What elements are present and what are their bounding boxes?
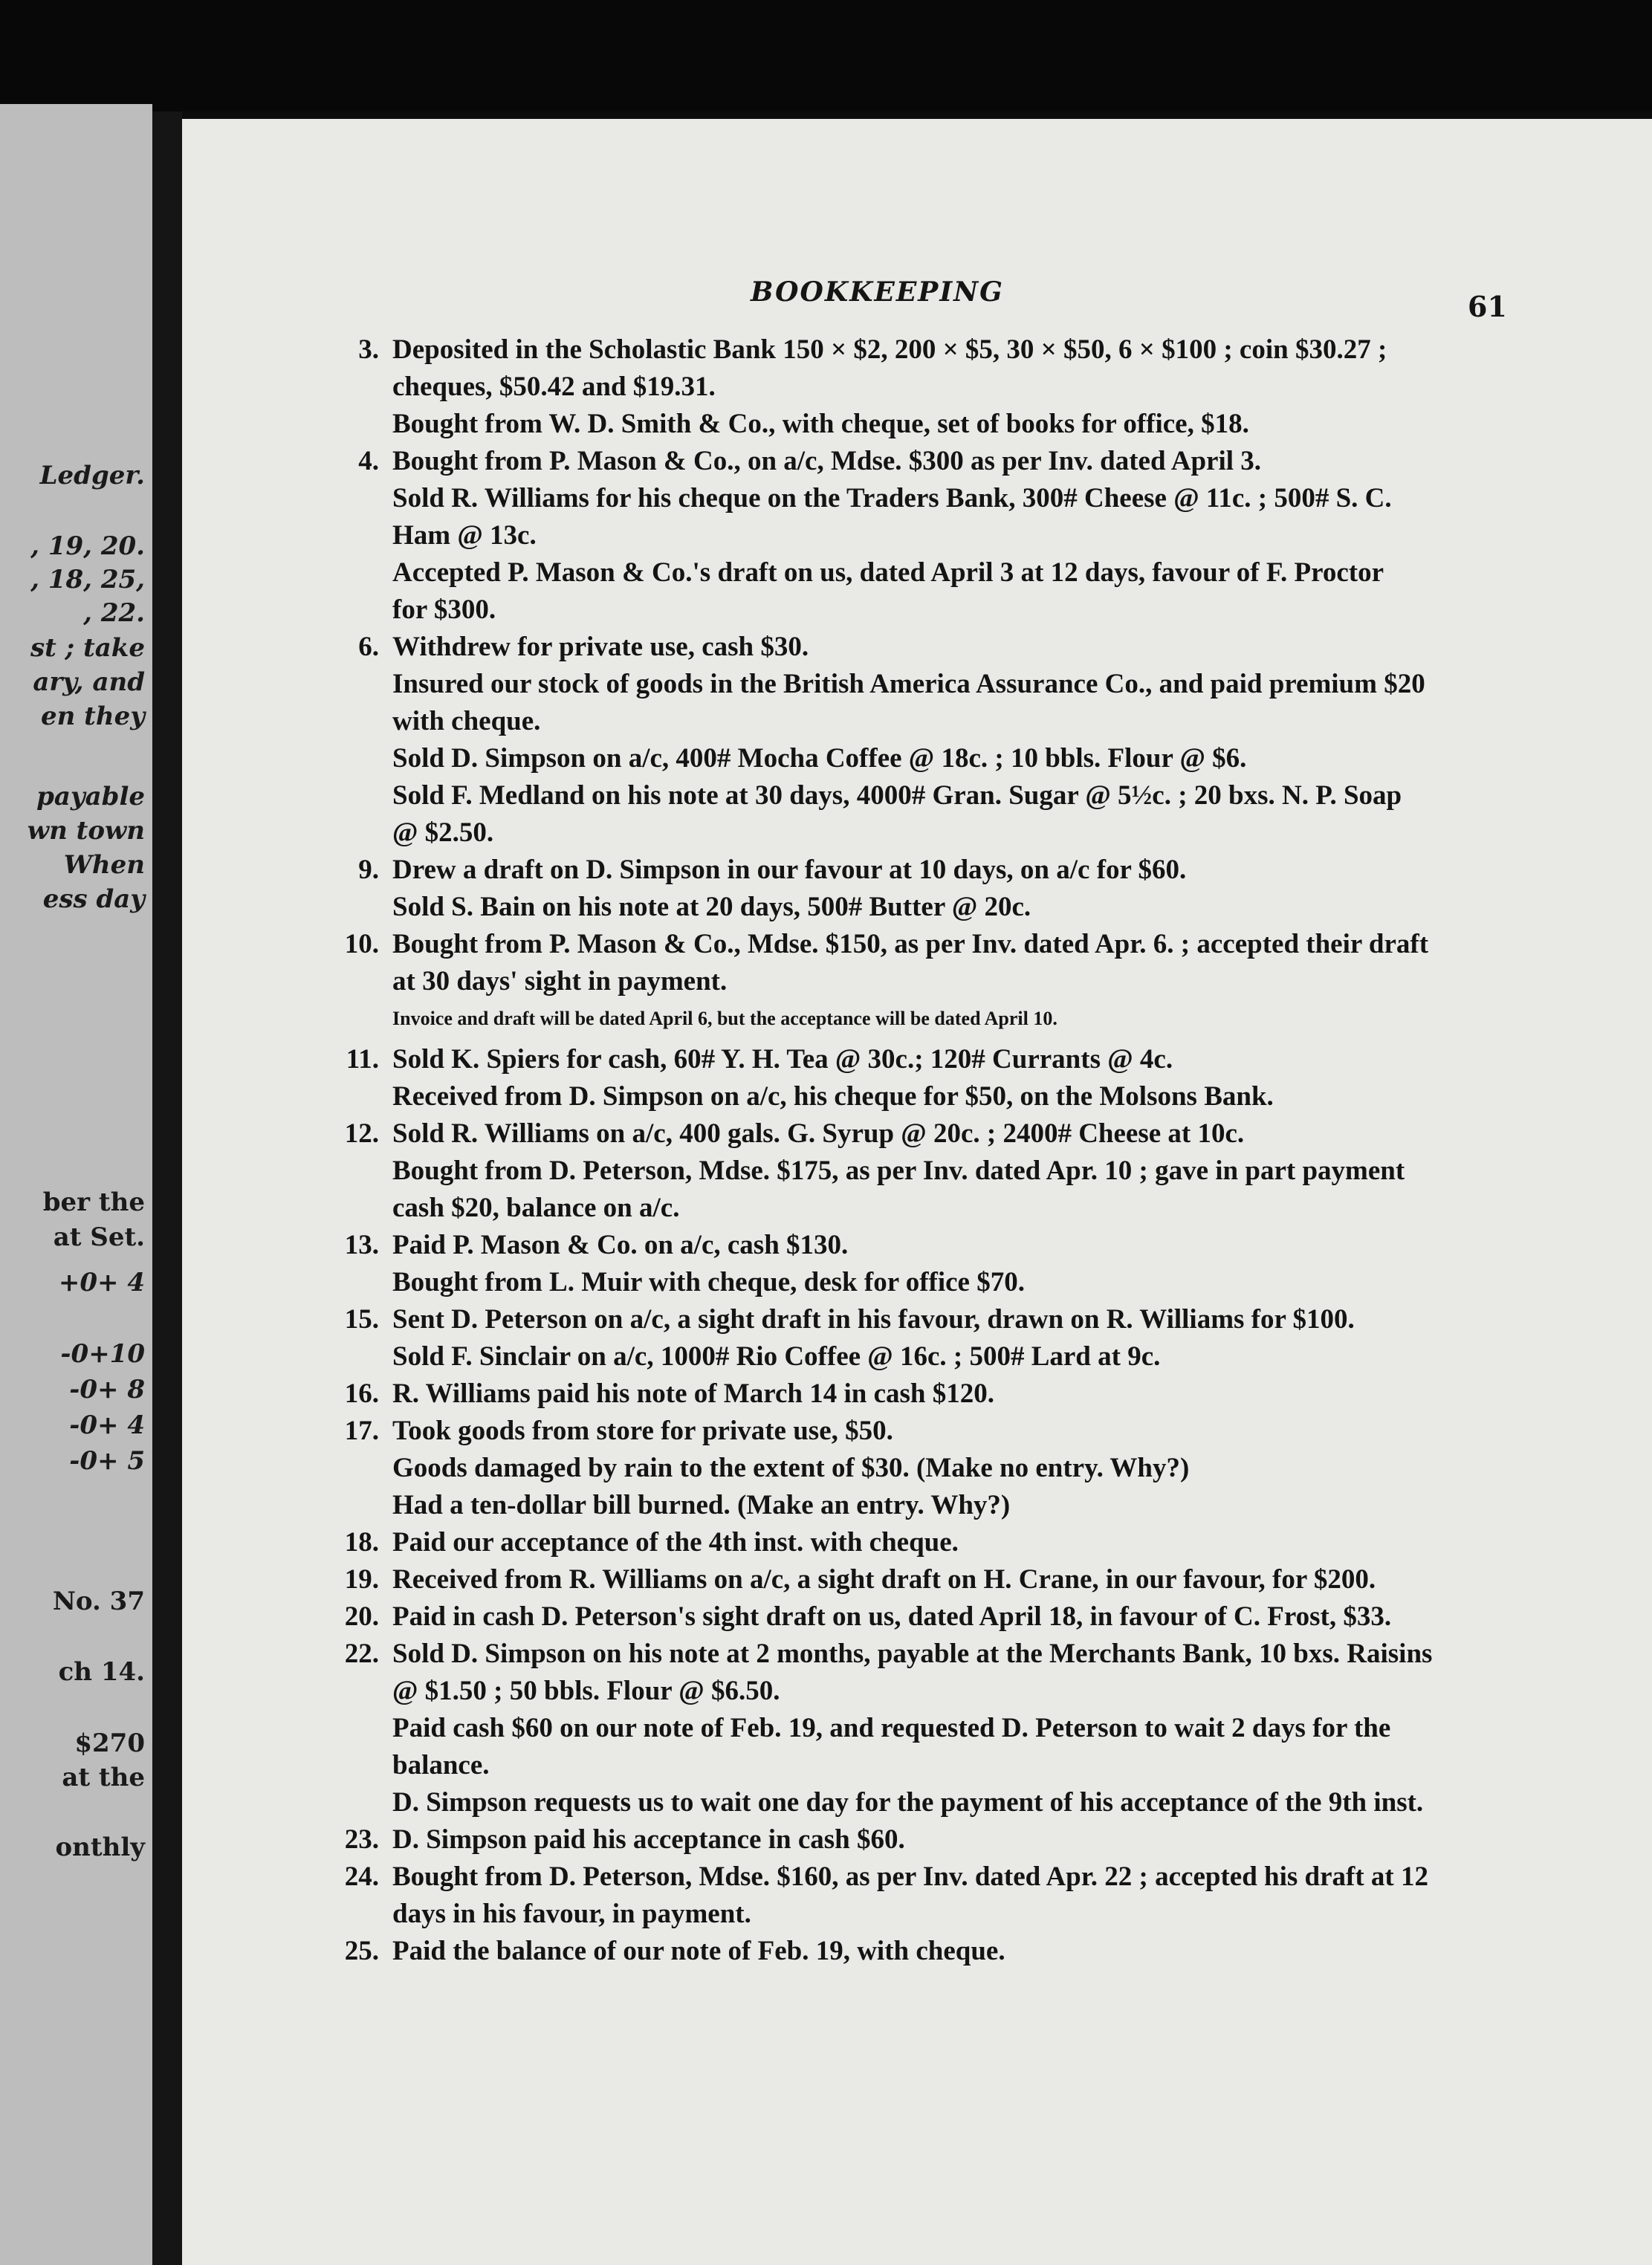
entry-line: [320, 704, 1509, 738]
entry-text: Bought from D. Peterson, Mdse. $160, as per Inv. dated Apr. 22 ; accepted his draft at 12: [392, 1861, 1428, 1892]
entry-day-number: 24.: [344, 1861, 379, 1892]
entry-text: Paid in cash D. Peterson's sight draft on us, dated April 18, in favour of C. Frost, $33.: [392, 1601, 1392, 1632]
entry-line: [320, 630, 1509, 664]
entry-line: [320, 742, 1509, 775]
left-fragment: wn town: [27, 816, 145, 846]
running-head: BOOKKEEPING: [751, 276, 1004, 308]
entry-text: balance.: [392, 1750, 490, 1780]
entry-line: [320, 1303, 1509, 1336]
entry-line: [320, 1637, 1509, 1671]
entry-line: [320, 1191, 1509, 1225]
entry-text: at 30 days' sight in payment.: [392, 966, 728, 997]
entry-day-number: 16.: [344, 1378, 379, 1409]
entry-text: Bought from L. Muir with cheque, desk for office $70.: [392, 1267, 1025, 1297]
entry-text: D. Simpson paid his acceptance in cash $60.: [392, 1824, 905, 1855]
entry-text: Ham @ 13c.: [392, 520, 537, 551]
entry-line: [320, 1860, 1509, 1893]
entry-line: [320, 1266, 1509, 1299]
entry-text: Goods damaged by rain to the extent of $30. (Make no entry. Why?): [392, 1453, 1190, 1483]
left-fragment: , 19, 20.: [30, 531, 145, 561]
entry-line: [320, 1377, 1509, 1410]
book-gutter: [152, 111, 182, 2265]
entry-line: [320, 1934, 1509, 1968]
entry-day-number: 20.: [344, 1601, 379, 1632]
entry-text: Received from D. Simpson on a/c, his cheque for $50, on the Molsons Bank.: [392, 1081, 1274, 1112]
entry-text: Received from R. Williams on a/c, a sight draft on H. Crane, in our favour, for $200.: [392, 1564, 1376, 1595]
entry-text: Paid the balance of our note of Feb. 19, with cheque.: [392, 1936, 1005, 1966]
entry-text: Sold R. Williams on a/c, 400 gals. G. Syrup @ 20c. ; 2400# Cheese at 10c.: [392, 1118, 1245, 1149]
transaction-entry: [320, 333, 1509, 441]
left-fragment: , 22.: [83, 598, 145, 628]
entry-day-number: 19.: [344, 1564, 379, 1595]
left-fragment: When: [63, 850, 145, 880]
left-fragment: -0+ 8: [69, 1375, 145, 1404]
entry-line: [320, 444, 1509, 478]
entry-day-number: 12.: [344, 1118, 379, 1149]
entry-day-number: 6.: [358, 632, 379, 662]
entry-text: Insured our stock of goods in the British America Assurance Co., and paid premium $20: [392, 669, 1425, 699]
transaction-entry: [320, 1043, 1509, 1113]
transaction-entry: [320, 1934, 1509, 1968]
transaction-entry: [320, 853, 1509, 924]
entry-line: [320, 1080, 1509, 1113]
entry-line: [320, 1600, 1509, 1633]
transaction-entry: [320, 1860, 1509, 1931]
entry-line: [320, 890, 1509, 924]
entry-line: [320, 519, 1509, 552]
scan-border-top: [0, 0, 1652, 111]
entry-text: for $300.: [392, 594, 496, 625]
transaction-entry: [320, 630, 1509, 849]
entry-text: Drew a draft on D. Simpson in our favour at 10 days, on a/c for $60.: [392, 855, 1187, 885]
entry-day-number: 3.: [358, 334, 379, 365]
entry-text: Bought from P. Mason & Co., on a/c, Mdse. $300 as per Inv. dated April 3.: [392, 446, 1262, 476]
left-fragment: Ledger.: [39, 461, 145, 490]
transaction-entry: [320, 444, 1509, 626]
entry-line: [320, 1117, 1509, 1150]
entry-day-number: 13.: [344, 1230, 379, 1260]
entry-day-number: 23.: [344, 1824, 379, 1855]
entry-line: [320, 1154, 1509, 1187]
entry-text: Paid cash $60 on our note of Feb. 19, and requested D. Peterson to wait 2 days for the: [392, 1713, 1391, 1743]
transaction-entry: [320, 1117, 1509, 1225]
entry-text: Took goods from store for private use, $50.: [392, 1416, 893, 1446]
left-fragment: -0+10: [60, 1339, 145, 1369]
page-number: 61: [1468, 290, 1507, 323]
entry-line: [320, 853, 1509, 887]
left-fragment: payable: [36, 782, 145, 811]
transaction-entry: [320, 1414, 1509, 1522]
entry-line: [320, 1451, 1509, 1485]
transaction-entry: [320, 1303, 1509, 1373]
entry-text: Sold F. Sinclair on a/c, 1000# Rio Coffee @ 16c. ; 500# Lard at 9c.: [392, 1341, 1161, 1372]
entry-line: [320, 1414, 1509, 1448]
entry-text: R. Williams paid his note of March 14 in cash $120.: [392, 1378, 994, 1409]
entry-line: [320, 1823, 1509, 1856]
entry-text: Bought from P. Mason & Co., Mdse. $150, as per Inv. dated Apr. 6. ; accepted their draft: [392, 929, 1429, 959]
entry-line: [320, 370, 1509, 404]
entry-line: [320, 333, 1509, 366]
entry-text: Sold D. Simpson on a/c, 400# Mocha Coffee @ 18c. ; 10 bbls. Flour @ $6.: [392, 743, 1247, 774]
entry-day-number: 10.: [344, 929, 379, 959]
entry-line: [320, 407, 1509, 441]
entry-line: [320, 779, 1509, 812]
left-fragment: onthly: [55, 1833, 145, 1862]
left-fragment: st ; take: [30, 633, 145, 663]
transaction-list: [320, 333, 1509, 1971]
left-fragment: $270: [74, 1728, 145, 1758]
entry-line: [320, 482, 1509, 515]
left-fragment: -0+ 5: [69, 1446, 145, 1476]
entry-line: [320, 1228, 1509, 1262]
entry-text: D. Simpson requests us to wait one day for the payment of his acceptance of the 9th inst.: [392, 1787, 1424, 1818]
entry-text: Accepted P. Mason & Co.'s draft on us, dated April 3 at 12 days, favour of F. Proctor: [392, 557, 1384, 588]
entry-text: Sold S. Bain on his note at 20 days, 500# Butter @ 20c.: [392, 892, 1031, 922]
transaction-entry: [320, 1637, 1509, 1819]
entry-line: [320, 965, 1509, 998]
transaction-entry: [320, 927, 1509, 998]
entry-day-number: 25.: [344, 1936, 379, 1966]
left-fragment: ary, and: [33, 667, 145, 697]
entry-text: with cheque.: [392, 706, 541, 736]
entry-text: Sent D. Peterson on a/c, a sight draft in his favour, drawn on R. Williams for $100.: [392, 1304, 1355, 1335]
left-facing-page: [0, 104, 152, 2265]
left-fragment: en they: [40, 701, 145, 731]
entry-text: days in his favour, in payment.: [392, 1899, 751, 1929]
left-fragment: at Set.: [53, 1222, 145, 1252]
transaction-entry: [320, 1526, 1509, 1559]
entry-text: cash $20, balance on a/c.: [392, 1193, 680, 1223]
entry-day-number: 22.: [344, 1639, 379, 1669]
entry-text: cheques, $50.42 and $19.31.: [392, 372, 716, 402]
left-fragment: +0+ 4: [58, 1268, 145, 1297]
entry-text: Had a ten-dollar bill burned. (Make an entry. Why?): [392, 1490, 1011, 1520]
entry-line: [320, 1674, 1509, 1708]
entry-line: [320, 1340, 1509, 1373]
entry-day-number: 17.: [344, 1416, 379, 1446]
transaction-entry: [320, 1823, 1509, 1856]
entry-line: [320, 1526, 1509, 1559]
entry-day-number: 9.: [358, 855, 379, 885]
left-fragment: at the: [62, 1763, 145, 1792]
entry-text: Deposited in the Scholastic Bank 150 × $2, 200 × $5, 30 × $50, 6 × $100 ; coin $30.27 ;: [392, 334, 1387, 365]
entry-line: [320, 927, 1509, 961]
entry-text: Bought from W. D. Smith & Co., with cheque, set of books for office, $18.: [392, 409, 1249, 439]
entry-text: Sold D. Simpson on his note at 2 months, payable at the Merchants Bank, 10 bxs. Raisins: [392, 1639, 1433, 1669]
entry-line: [320, 816, 1509, 849]
entry-text: @ $2.50.: [392, 817, 494, 848]
left-fragment: ess day: [42, 884, 145, 914]
entry-text: Bought from D. Peterson, Mdse. $175, as per Inv. dated Apr. 10 ; gave in part payment: [392, 1156, 1405, 1186]
left-fragment: ch 14.: [58, 1657, 145, 1687]
entry-line: [320, 593, 1509, 626]
entry-line: [320, 1897, 1509, 1931]
left-fragment: -0+ 4: [69, 1410, 145, 1440]
entry-text: Withdrew for private use, cash $30.: [392, 632, 809, 662]
entry-text: Paid our acceptance of the 4th inst. with cheque.: [392, 1527, 959, 1558]
entry-text: Paid P. Mason & Co. on a/c, cash $130.: [392, 1230, 849, 1260]
entry-line: [320, 1563, 1509, 1596]
entry-day-number: 11.: [346, 1044, 379, 1075]
entry-day-number: 15.: [344, 1304, 379, 1335]
transaction-entry: [320, 1228, 1509, 1299]
entry-day-number: 18.: [344, 1527, 379, 1558]
entry-text: Sold F. Medland on his note at 30 days, 4000# Gran. Sugar @ 5½c. ; 20 bxs. N. P. Soap: [392, 780, 1402, 811]
transaction-entry: [320, 1002, 1509, 1035]
transaction-entry: [320, 1563, 1509, 1596]
transaction-entry: [320, 1600, 1509, 1633]
entry-day-number: 4.: [358, 446, 379, 476]
entry-text: Sold R. Williams for his cheque on the Traders Bank, 300# Cheese @ 11c. ; 500# S. C.: [392, 483, 1392, 513]
instruction-note: Invoice and draft will be dated April 6, but the acceptance will be dated April 10.: [392, 1008, 1057, 1029]
transaction-entry: [320, 1377, 1509, 1410]
entry-text: Sold K. Spiers for cash, 60# Y. H. Tea @ 30c.; 120# Currants @ 4c.: [392, 1044, 1173, 1075]
entry-line: [320, 1786, 1509, 1819]
left-fragment: No. 37: [52, 1587, 145, 1616]
entry-line: [320, 556, 1509, 589]
entry-line: [320, 667, 1509, 701]
left-fragment: , 18, 25,: [30, 565, 145, 594]
left-fragment: ber the: [42, 1187, 145, 1217]
entry-line: [320, 1711, 1509, 1745]
entry-line: [320, 1043, 1509, 1076]
entry-text: @ $1.50 ; 50 bbls. Flour @ $6.50.: [392, 1676, 780, 1706]
entry-line: [320, 1749, 1509, 1782]
entry-line: [320, 1488, 1509, 1522]
